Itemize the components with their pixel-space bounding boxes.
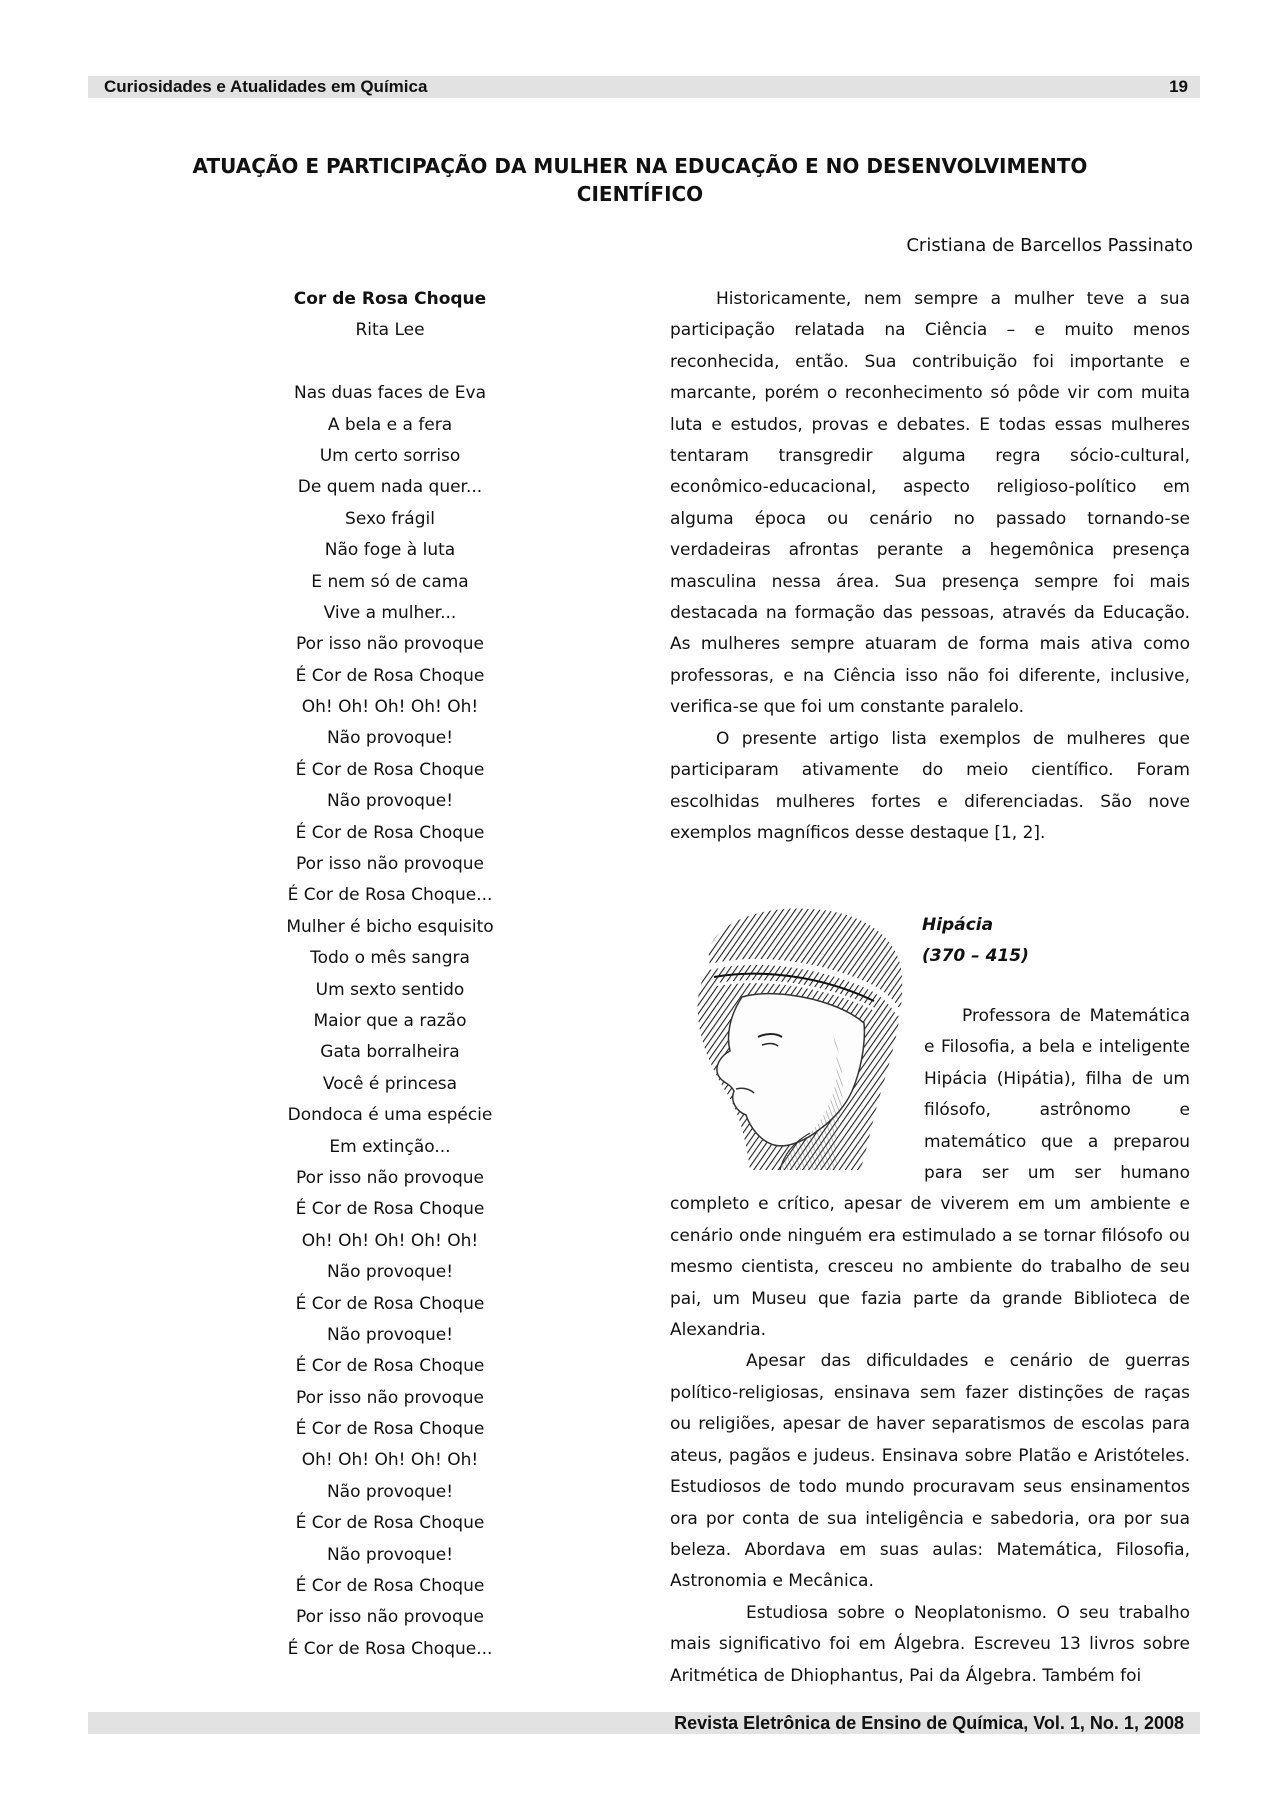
poem-line: É Cor de Rosa Choque...	[287, 885, 493, 906]
poem-line: Não provoque!	[326, 1324, 454, 1345]
hypatia-portrait	[670, 905, 922, 1170]
poem-author: Rita Lee	[355, 320, 425, 341]
hypatia-paragraph-1: Professora de Matemática e Filosofia, a bela e inteligente Hipácia (Hipátia), filha de um filósofo, astrônomo e matemático que a preparou para ser um ser humano completo e crítico, apesar de viverem em um ambiente e cenário onde ninguém era estimulado a se tornar filósofo ou mesmo cientista, cresceu no ambiente do trabalho de seu pai, um Museu que fazia parte da grande Biblioteca de Alexandria.	[670, 1006, 1190, 1341]
poem-line: Não provoque!	[326, 1262, 454, 1283]
poem-line: Dondoca é uma espécie	[287, 1105, 493, 1126]
poem-line: A bela e a fera	[327, 414, 453, 435]
article-title	[100, 152, 1180, 208]
poem-line: É Cor de Rosa Choque	[295, 1293, 485, 1314]
poem-line: Por isso não provoque	[296, 854, 484, 875]
poem-line: Oh! Oh! Oh! Oh! Oh!	[301, 1230, 479, 1251]
poem-line: Em extinção...	[329, 1136, 451, 1157]
article-title-line-2: CIENTÍFICO	[576, 182, 704, 206]
running-header	[88, 76, 1200, 98]
poem-line: Oh! Oh! Oh! Oh! Oh!	[301, 697, 479, 718]
poem-line: Maior que a razão	[313, 1010, 467, 1031]
poem-line: Oh! Oh! Oh! Oh! Oh!	[301, 1450, 479, 1471]
poem-line: É Cor de Rosa Choque	[295, 822, 485, 843]
poem-line: Não provoque!	[326, 728, 454, 749]
poem-line: É Cor de Rosa Choque	[295, 1419, 485, 1440]
poem-line: Não provoque!	[326, 791, 454, 812]
poem-line: Mulher é bicho esquisito	[286, 916, 494, 937]
poem-line: De quem nada quer...	[297, 477, 483, 498]
poem-line: É Cor de Rosa Choque	[295, 665, 485, 686]
article-author: Cristiana de Barcellos Passinato	[906, 235, 1193, 256]
hypatia-paragraph-2: Apesar das dificuldades e cenário de guerras político-religiosas, ensinava sem fazer distinções de raças ou religiões, apesar de haver separatismos de escolas para ateus, pagãos e judeus. Ensinava sobre Platão e Aristóteles. Estudiosos de todo mundo procuravam seus ensinamentos ora por conta de sua inteligência e sabedoria, ora por sua beleza. Abordava em suas aulas: Matemática, Filosofia, Astronomia e Mecânica.	[670, 1351, 1190, 1592]
poem-line: É Cor de Rosa Choque...	[287, 1638, 493, 1659]
poem-line: Um certo sorriso	[319, 445, 461, 466]
poem-line: Não provoque!	[326, 1544, 454, 1565]
poem-line: Por isso não provoque	[296, 1607, 484, 1628]
poem-line: É Cor de Rosa Choque	[295, 1356, 485, 1377]
poem-line: Não foge à luta	[324, 540, 456, 561]
poem-line: Todo o mês sangra	[310, 948, 470, 969]
poem-line: Não provoque!	[326, 1481, 454, 1502]
poem-line: É Cor de Rosa Choque	[295, 1199, 485, 1220]
page-number: 19	[1169, 77, 1188, 96]
poem-line: Um sexto sentido	[315, 979, 465, 1000]
intro-paragraph-1: Historicamente, nem sempre a mulher teve a sua participação relatada na Ciência – e muito menos reconhecida, então. Sua contribuição foi importante e marcante, porém o reconhecimento só pôde vir com muita luta e estudos, provas e debates. E todas essas mulheres tentaram transgredir alguma regra sócio-cultural, econômico-educacional, aspecto religioso-político em alguma época ou cenário no passado tornando-se verdadeiras afrontas perante a hegemônica presença masculina nessa área. Sua presença sempre foi mais destacada na formação das pessoas, através da Educação. As mulheres sempre atuaram de forma mais ativa como professoras, e na Ciência isso não foi diferente, inclusive, verifica-se que foi um constante paralelo.	[670, 289, 1190, 718]
journal-citation: Revista Eletrônica de Ensino de Química, Vol. 1, No. 1, 2008	[674, 1713, 1184, 1733]
poem-line: É Cor de Rosa Choque	[295, 1513, 485, 1534]
hypatia-dates: (370 – 415)	[922, 946, 1029, 967]
poem-title: Cor de Rosa Choque	[293, 289, 487, 309]
poem-line: Nas duas faces de Eva	[294, 383, 486, 404]
poem-line: Gata borralheira	[320, 1042, 460, 1063]
hypatia-section	[670, 1001, 1190, 1692]
intro-column	[670, 284, 1190, 849]
poem-line: Você é princesa	[322, 1073, 458, 1094]
poem-line: É Cor de Rosa Choque	[295, 1576, 485, 1597]
poem-line: Por isso não provoque	[296, 1167, 484, 1188]
poem-line: Por isso não provoque	[296, 634, 484, 655]
section-title: Curiosidades e Atualidades em Química	[104, 77, 428, 96]
hypatia-name: Hipácia	[922, 915, 994, 935]
poem-line: Vive a mulher...	[323, 602, 457, 623]
poem-line: Sexo frágil	[345, 508, 435, 529]
poem-line: É Cor de Rosa Choque	[295, 759, 485, 780]
poem-line: Por isso não provoque	[296, 1387, 484, 1408]
running-footer	[88, 1712, 1200, 1734]
poem-spacer	[230, 347, 550, 378]
poem	[230, 284, 550, 1665]
poem-line: E nem só de cama	[311, 571, 469, 592]
hypatia-heading	[922, 910, 1029, 973]
intro-paragraph-2: O presente artigo lista exemplos de mulheres que participaram ativamente do meio científico. Foram escolhidas mulheres fortes e diferenciadas. São nove exemplos magníficos desse destaque [1, 2].	[670, 728, 1190, 843]
hypatia-paragraph-3: Estudiosa sobre o Neoplatonismo. O seu trabalho mais significativo foi em Álgebra. Escreveu 13 livros sobre Aritmética de Dhiophantus, Pai da Álgebra. Também foi	[670, 1602, 1190, 1686]
article-title-line-1: ATUAÇÃO E PARTICIPAÇÃO DA MULHER NA EDUCAÇÃO E NO DESENVOLVIMENTO	[192, 154, 1088, 178]
